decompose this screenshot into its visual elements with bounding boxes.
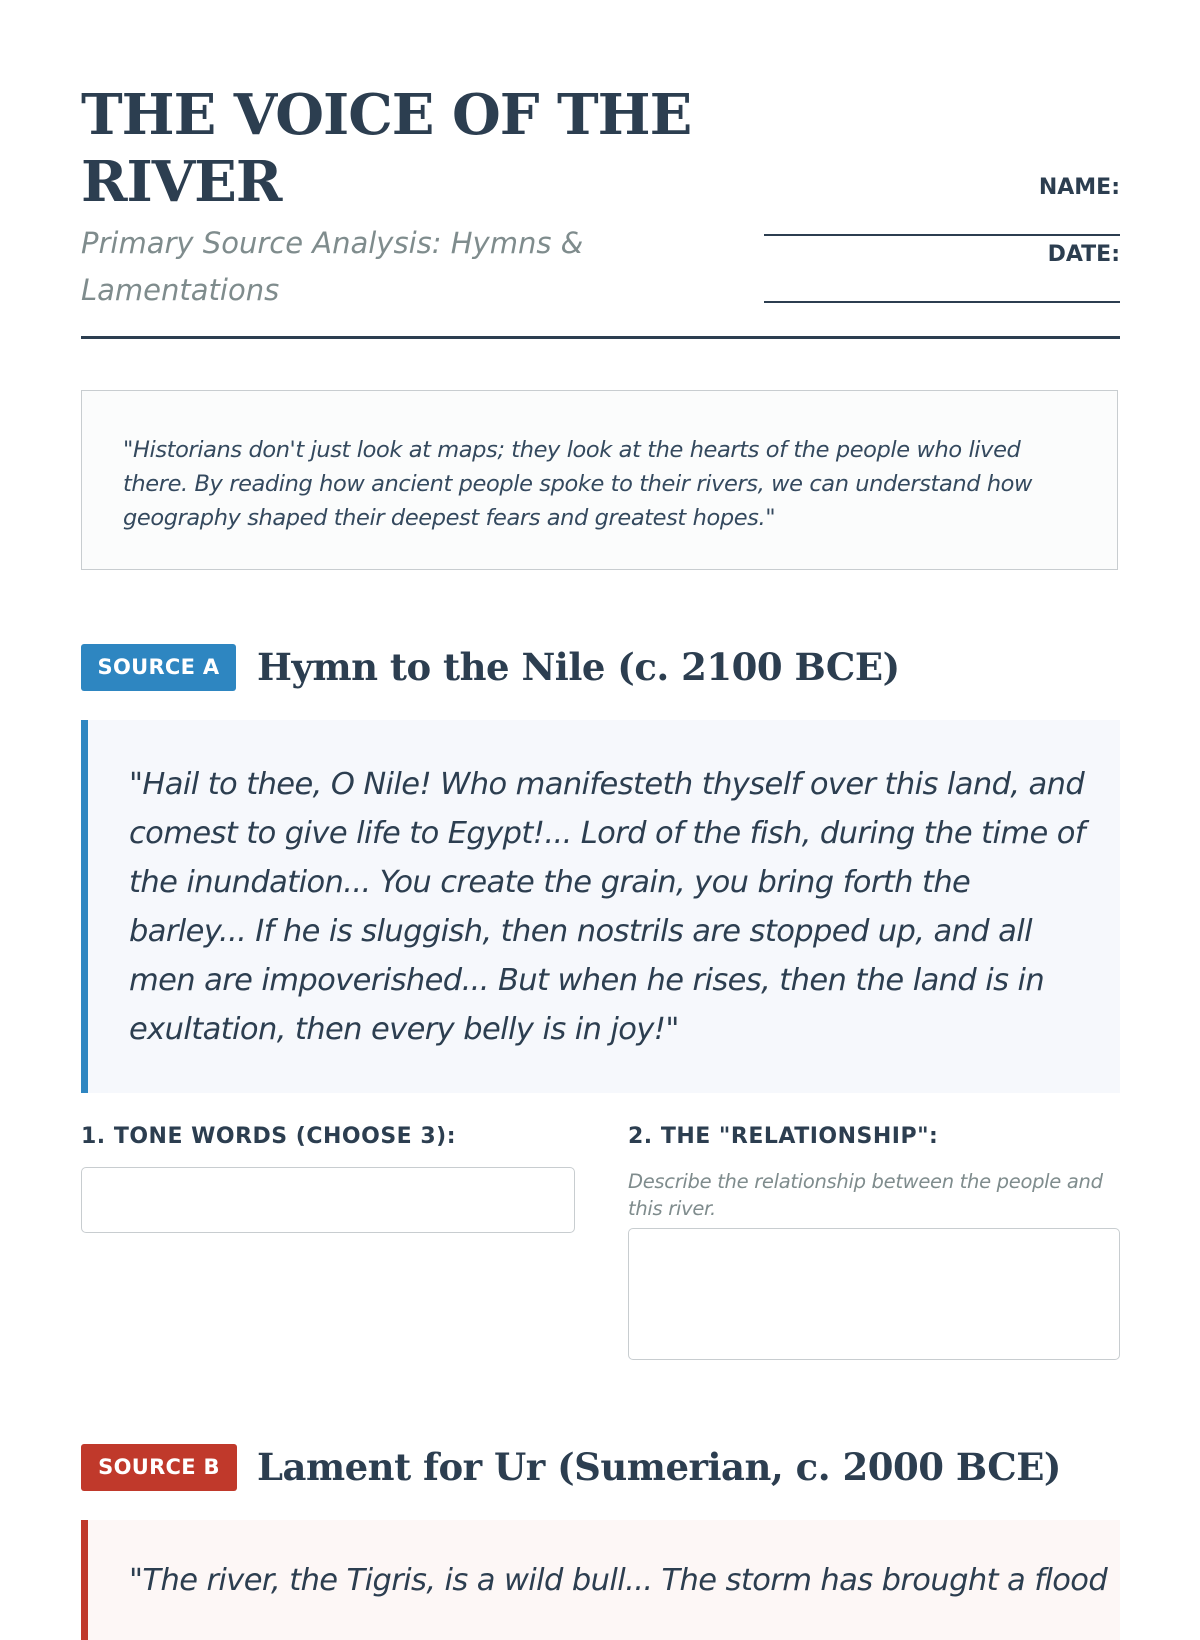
source-a-badge: SOURCE A — [81, 644, 236, 691]
page-subtitle: Primary Source Analysis: Hymns & Lamentations — [81, 226, 584, 307]
relationship-input[interactable] — [628, 1228, 1120, 1360]
source-a-header — [81, 644, 1120, 694]
intro-quote-box — [81, 390, 1118, 570]
source-b-quote: "The river, the Tigris, is a wild bull... The storm has brought a flood — [129, 1563, 1108, 1598]
name-field-line[interactable] — [764, 234, 1120, 236]
question-1-label: 1. TONE WORDS (CHOOSE 3): — [81, 1124, 457, 1149]
name-label: NAME: — [1038, 175, 1120, 200]
intro-quote: "Historians don't just look at maps; they look at the hearts of the people who lived there. By reading how ancient people spoke to their rivers, we can understand how geography shaped their deepest fears and greatest hopes." — [123, 437, 1033, 531]
page-title: THE VOICE OF THE RIVER — [81, 82, 692, 215]
source-b-header — [81, 1444, 1120, 1494]
source-a-quote: "Hail to thee, O Nile! Who manifesteth thyself over this land, and comest to give life to Egypt!... Lord of the fish, during the time of the inundation... You create the grain, you bring forth the barley... If he is sluggish, then nostrils are stopped up, and all men are impoverished... But when he rises, then the land is in exultation, then every belly is in joy!" — [129, 767, 1085, 1047]
source-b-title: Lament for Ur (Sumerian, c. 2000 BCE) — [257, 1445, 1061, 1489]
source-a-quote-block — [81, 720, 1120, 1093]
date-field-line[interactable] — [764, 301, 1120, 303]
source-b-quote-block — [81, 1520, 1120, 1640]
worksheet-header — [81, 82, 1120, 339]
date-label: DATE: — [1047, 242, 1120, 267]
question-2-label: 2. THE "RELATIONSHIP": — [628, 1124, 939, 1149]
source-b-badge: SOURCE B — [81, 1444, 237, 1491]
tone-words-input[interactable] — [81, 1167, 575, 1233]
source-a-title: Hymn to the Nile (c. 2100 BCE) — [257, 645, 900, 689]
question-2-hint: Describe the relationship between the people and this river. — [628, 1170, 1103, 1220]
